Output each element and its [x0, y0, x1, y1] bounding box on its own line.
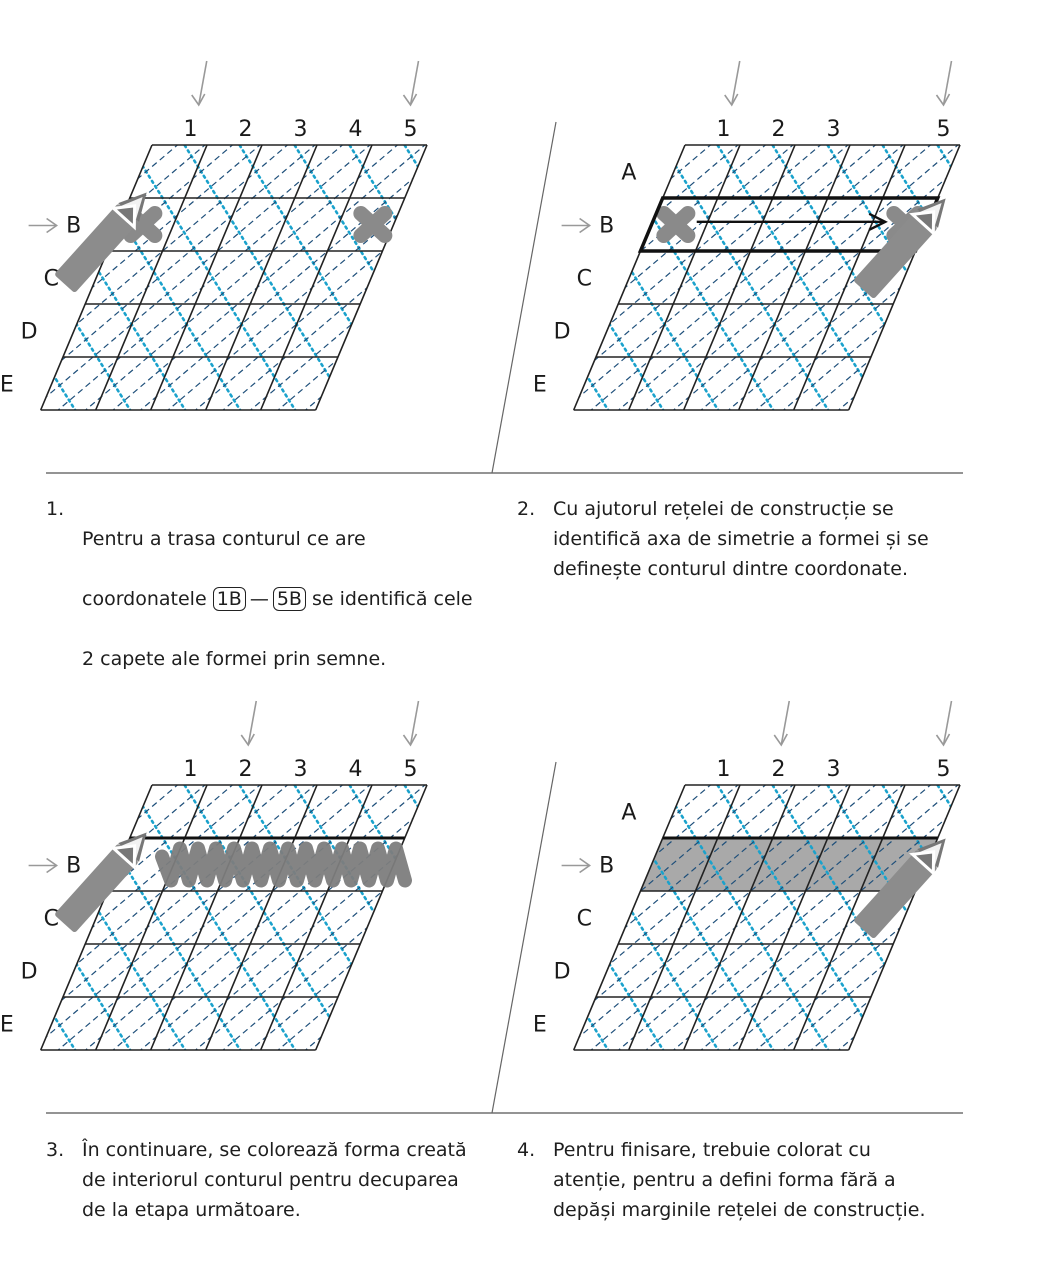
dashed-guide: [430, 745, 830, 1085]
column-pointer-end: [937, 701, 952, 745]
dashed-guide: [358, 745, 758, 1085]
dashed-guide: [303, 105, 703, 445]
dotted-guide: [320, 125, 520, 445]
panel-4-construction-lines: [0, 745, 1062, 1085]
dashed-guide: [935, 105, 1062, 445]
dashed-guide: [963, 105, 1062, 445]
step-1-line-2-after: se identifică cele: [305, 588, 473, 610]
column-label-2: 2: [771, 757, 786, 782]
column-pointer-start: [725, 61, 740, 105]
dotted-guide: [62, 125, 262, 445]
dashed-guide: [512, 745, 912, 1085]
column-label-1: 1: [716, 757, 731, 782]
grid-column-line: [151, 785, 262, 1050]
dotted-guide: [117, 765, 317, 1085]
row-label-E: E: [532, 1012, 547, 1038]
dashed-guide: [138, 105, 538, 445]
dashed-guide: [138, 745, 538, 1085]
dotted-guide: [337, 765, 537, 1085]
row-label-B: B: [599, 213, 615, 239]
dotted-guide: [1035, 765, 1062, 1085]
dashed-guide: [220, 745, 620, 1085]
column-pointer-end-head: [404, 734, 417, 745]
panel-1-construction-lines: [0, 105, 1062, 445]
grid-column-line: [151, 145, 262, 410]
step-1-line-2: [82, 584, 473, 614]
dashed-guide: [100, 745, 500, 1085]
dashed-guide: [303, 745, 703, 1085]
dashed-guide: [578, 745, 978, 1085]
dotted-guide: [997, 765, 1062, 1085]
column-pointer-end: [937, 61, 952, 105]
row-label-A: A: [621, 160, 637, 186]
separator-slash-top: [492, 122, 556, 473]
dashed-guide: [320, 105, 720, 445]
row-label-B: B: [599, 853, 615, 879]
dashed-guide: [402, 745, 802, 1085]
panel-4: [0, 701, 1062, 1085]
separator-slash-bottom: [492, 762, 556, 1113]
dashed-guide: [292, 745, 692, 1085]
dashed-guide: [633, 105, 1033, 445]
dashed-guide: [1018, 745, 1062, 1085]
column-pointer-end-head: [937, 734, 950, 745]
scribble-fill: [162, 849, 405, 881]
column-pointer-end: [404, 61, 419, 105]
dashed-guide: [182, 745, 582, 1085]
dotted-guide: [870, 765, 1062, 1085]
dashed-guide: [578, 105, 978, 445]
dotted-guide: [430, 125, 630, 445]
row-b-pointer-arrow: [29, 859, 57, 873]
dotted-guide: [392, 765, 592, 1085]
dashed-guide: [375, 745, 775, 1085]
grid-column-line: [739, 145, 850, 410]
column-pointer-start: [774, 701, 789, 745]
grid-column-line: [96, 785, 207, 1050]
dashed-guide: [165, 105, 565, 445]
mark-5b: [361, 214, 385, 236]
grid-column-line: [739, 785, 850, 1050]
dotted-guide: [612, 765, 812, 1085]
grid-column-line: [96, 145, 207, 410]
dotted-guide: [282, 765, 482, 1085]
dotted-guide: [815, 125, 1015, 445]
dashed-guide: [633, 745, 1033, 1085]
dotted-guide: [650, 125, 850, 445]
dotted-guide: [172, 125, 372, 445]
dashed-guide: [45, 105, 445, 445]
panel-1-grid: [41, 145, 427, 410]
dashed-guide: [880, 745, 1062, 1085]
dashed-guide: [347, 745, 747, 1085]
dashed-guide: [413, 745, 813, 1085]
dashed-guide: [770, 745, 1062, 1085]
dashed-guide: [330, 105, 730, 445]
dotted-guide: [925, 765, 1062, 1085]
dotted-guide: [887, 125, 1062, 445]
row-label-A: A: [621, 800, 637, 826]
dashed-guide: [265, 105, 665, 445]
column-label-2: 2: [238, 757, 253, 782]
column-label-5: 5: [403, 757, 418, 782]
dotted-guide: [997, 125, 1062, 445]
row-label-C: C: [43, 266, 60, 292]
dotted-guide: [722, 125, 922, 445]
dotted-guide: [540, 125, 740, 445]
column-pointer-start-head: [241, 734, 254, 745]
dashed-guide: [1018, 105, 1062, 445]
step-1-line-3: 2 capete ale formei prin semne.: [82, 648, 387, 670]
column-label-4: 4: [348, 757, 363, 782]
column-label-4: 4: [348, 117, 363, 142]
dashed-guide: [798, 105, 1062, 445]
column-pointer-start-head: [192, 94, 205, 105]
dashed-guide: [375, 105, 775, 445]
dotted-guide: [980, 125, 1062, 445]
dashed-guide: [347, 105, 747, 445]
dashed-guide: [275, 745, 675, 1085]
dashed-guide: [457, 105, 857, 445]
dashed-guide: [45, 745, 445, 1085]
row-label-B: B: [66, 213, 82, 239]
dashed-guide: [358, 105, 758, 445]
column-pointer-start: [192, 61, 207, 105]
dotted-guide: [7, 125, 207, 445]
grid-column-line: [316, 145, 427, 410]
dashed-guide: [880, 105, 1062, 445]
dotted-guide: [320, 765, 520, 1085]
dotted-guide: [887, 765, 1062, 1085]
dashed-guide: [0, 105, 197, 445]
grid-column-line: [629, 145, 740, 410]
dashed-guide: [908, 745, 1062, 1085]
column-label-1: 1: [183, 117, 198, 142]
row-b-pointer-arrow: [562, 219, 590, 233]
grid-column-line: [261, 785, 372, 1050]
row-label-D: D: [553, 959, 571, 985]
grid-column-line: [684, 145, 795, 410]
dotted-guide: [337, 125, 537, 445]
dashed-guide: [0, 105, 280, 445]
dashed-guide: [155, 745, 555, 1085]
dotted-guide: [925, 125, 1062, 445]
dashed-guide: [963, 745, 1062, 1085]
row-label-D: D: [20, 319, 38, 345]
grid-column-line: [684, 785, 795, 1050]
step-1-line-1: Pentru a trasa conturul ce are: [82, 528, 366, 550]
dashed-guide: [320, 745, 720, 1085]
row-label-C: C: [576, 266, 593, 292]
dotted-guide: [942, 125, 1062, 445]
dashed-guide: [1045, 105, 1062, 445]
step-3-text: În continuare, se colorează forma creată de interiorul conturul pentru decuparea de la etapa următoare.: [82, 1139, 467, 1221]
dashed-guide: [0, 745, 252, 1085]
coordinate-dash: —: [249, 588, 269, 610]
step-4-number: 4.: [517, 1139, 536, 1161]
column-label-5: 5: [403, 117, 418, 142]
column-label-1: 1: [183, 757, 198, 782]
mark-1b: [664, 214, 688, 236]
dotted-guide: [667, 765, 867, 1085]
dashed-guide: [265, 745, 665, 1085]
column-label-3: 3: [826, 117, 841, 142]
column-label-3: 3: [293, 757, 308, 782]
dashed-guide: [100, 105, 500, 445]
dashed-guide: [990, 745, 1062, 1085]
coordinate-tag-end: 5B: [273, 587, 306, 611]
dotted-guide: [117, 125, 317, 445]
column-label-2: 2: [238, 117, 253, 142]
dashed-guide: [457, 745, 857, 1085]
dotted-guide: [227, 125, 427, 445]
dashed-guide: [330, 745, 730, 1085]
row-label-C: C: [43, 906, 60, 932]
column-label-5: 5: [936, 757, 951, 782]
dotted-guide: [227, 765, 427, 1085]
dashed-guide: [0, 745, 280, 1085]
step-1-number: 1.: [46, 498, 65, 520]
dashed-guide: [127, 745, 527, 1085]
row-label-D: D: [20, 959, 38, 985]
dashed-guide: [220, 105, 620, 445]
scribble-stroke: [162, 849, 405, 881]
row-label-E: E: [532, 372, 547, 398]
dotted-guide: [1035, 125, 1062, 445]
dashed-guide: [413, 105, 813, 445]
column-pointer-end-head: [937, 94, 950, 105]
grid-column-line: [316, 785, 427, 1050]
step-1-text: [82, 494, 473, 704]
dashed-guide: [990, 105, 1062, 445]
dotted-guide: [722, 765, 922, 1085]
coordinate-tag-start: 1B: [213, 587, 246, 611]
dotted-guide: [815, 765, 1015, 1085]
column-label-1: 1: [716, 117, 731, 142]
row-b-pointer-arrow: [29, 219, 57, 233]
dotted-guide: [612, 125, 812, 445]
row-label-E: E: [0, 372, 14, 398]
column-pointer-end-head: [404, 94, 417, 105]
dashed-guide: [798, 745, 1062, 1085]
dashed-guide: [935, 745, 1062, 1085]
column-label-5: 5: [936, 117, 951, 142]
dotted-guide: [980, 765, 1062, 1085]
dotted-guide: [540, 765, 740, 1085]
step-4-text: Pentru finisare, trebuie colorat cu atenție, pentru a defini forma fără a depăși marginile rețelei de construcție.: [553, 1139, 926, 1221]
dashed-guide: [908, 105, 1062, 445]
dashed-guide: [110, 105, 510, 445]
panel-2: [0, 61, 1062, 445]
dotted-guide: [942, 765, 1062, 1085]
panel-2-construction-lines: [0, 105, 1062, 445]
column-pointer-start-head: [725, 94, 738, 105]
step-3-number: 3.: [46, 1139, 65, 1161]
dashed-guide: [402, 105, 802, 445]
grid-column-line: [629, 785, 740, 1050]
panel-3-construction-lines: [0, 745, 1062, 1085]
dashed-guide: [127, 105, 527, 445]
row-b-pointer-arrow: [562, 859, 590, 873]
dashed-guide: [512, 105, 912, 445]
column-label-3: 3: [826, 757, 841, 782]
dashed-guide: [1045, 745, 1062, 1085]
column-pointer-start-head: [774, 734, 787, 745]
row-label-E: E: [0, 1012, 14, 1038]
dashed-guide: [110, 745, 510, 1085]
dashed-guide: [155, 105, 555, 445]
column-label-2: 2: [771, 117, 786, 142]
dotted-guide: [667, 125, 867, 445]
row-label-B: B: [66, 853, 82, 879]
dotted-guide: [172, 765, 372, 1085]
dashed-guide: [430, 105, 830, 445]
dashed-guide: [292, 105, 692, 445]
dotted-guide: [650, 765, 850, 1085]
row-label-D: D: [553, 319, 571, 345]
column-label-3: 3: [293, 117, 308, 142]
grid-column-line: [261, 145, 372, 410]
grid-column-line: [206, 785, 317, 1050]
dotted-guide: [282, 125, 482, 445]
pencil-2: [853, 189, 956, 299]
dashed-guide: [165, 745, 565, 1085]
step-2-number: 2.: [517, 498, 536, 520]
dashed-guide: [275, 105, 675, 445]
column-pointer-start: [241, 701, 256, 745]
dashed-guide: [770, 105, 1062, 445]
grid-column-line: [206, 145, 317, 410]
step-2-text: Cu ajutorul rețelei de construcție se identifică axa de simetrie a formei și se definește conturul dintre coordonate.: [553, 498, 929, 580]
dotted-guide: [392, 125, 592, 445]
dotted-guide: [7, 765, 207, 1085]
dotted-guide: [870, 125, 1062, 445]
step-1-line-2-before: coordonatele: [82, 588, 213, 610]
panel-3-grid: [41, 785, 427, 1050]
row-label-C: C: [576, 906, 593, 932]
column-pointer-end: [404, 701, 419, 745]
dashed-guide: [0, 105, 252, 445]
dashed-guide: [0, 745, 197, 1085]
dotted-guide: [62, 765, 262, 1085]
dotted-guide: [430, 765, 630, 1085]
dashed-guide: [182, 105, 582, 445]
